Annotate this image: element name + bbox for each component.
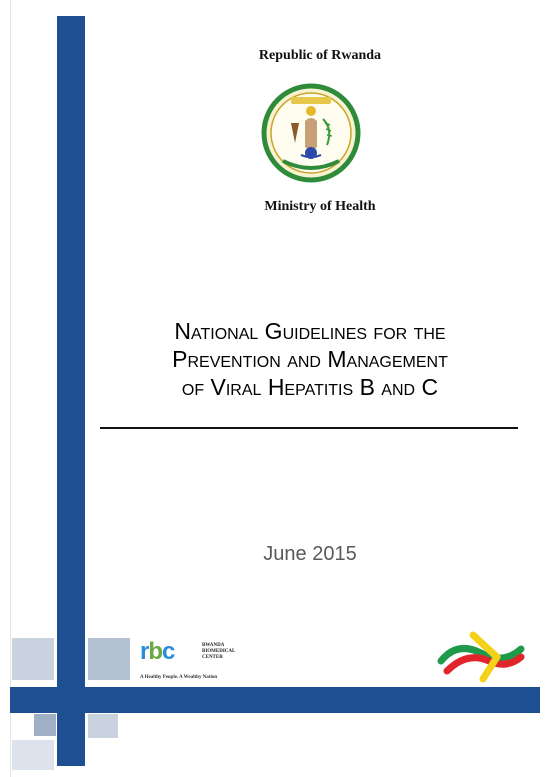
rbc-name-line: CENTER bbox=[202, 655, 223, 660]
rbc-name bbox=[202, 643, 235, 661]
title-line: National Guidelines for the bbox=[174, 318, 446, 344]
decor-tile bbox=[88, 714, 118, 738]
title-divider bbox=[100, 427, 518, 429]
ministry-heading: Ministry of Health bbox=[264, 199, 376, 214]
rbc-tagline: A Healthy People. A Wealthy Nation bbox=[140, 675, 218, 680]
page-edge-line bbox=[10, 0, 11, 777]
decor-tile bbox=[12, 638, 54, 680]
decor-tile bbox=[88, 638, 130, 680]
document-title bbox=[100, 317, 520, 401]
decor-tile bbox=[12, 740, 54, 770]
rwanda-coat-of-arms-icon bbox=[261, 83, 361, 183]
title-line: Prevention and Management bbox=[172, 346, 448, 372]
decor-tile bbox=[34, 714, 56, 736]
publication-date: June 2015 bbox=[263, 543, 357, 565]
horizontal-blue-bar bbox=[10, 687, 540, 713]
vertical-blue-bar bbox=[57, 16, 85, 766]
rbc-logo bbox=[140, 640, 250, 682]
title-line: of Viral Hepatitis B and C bbox=[181, 374, 439, 400]
rbc-name-line: BIOMEDICAL bbox=[202, 649, 236, 654]
rbc-name-line: RWANDA bbox=[202, 643, 225, 648]
hepatitis-awareness-ribbon-icon bbox=[437, 631, 525, 683]
country-heading: Republic of Rwanda bbox=[258, 48, 382, 63]
rbc-mark: rbc bbox=[140, 638, 175, 665]
